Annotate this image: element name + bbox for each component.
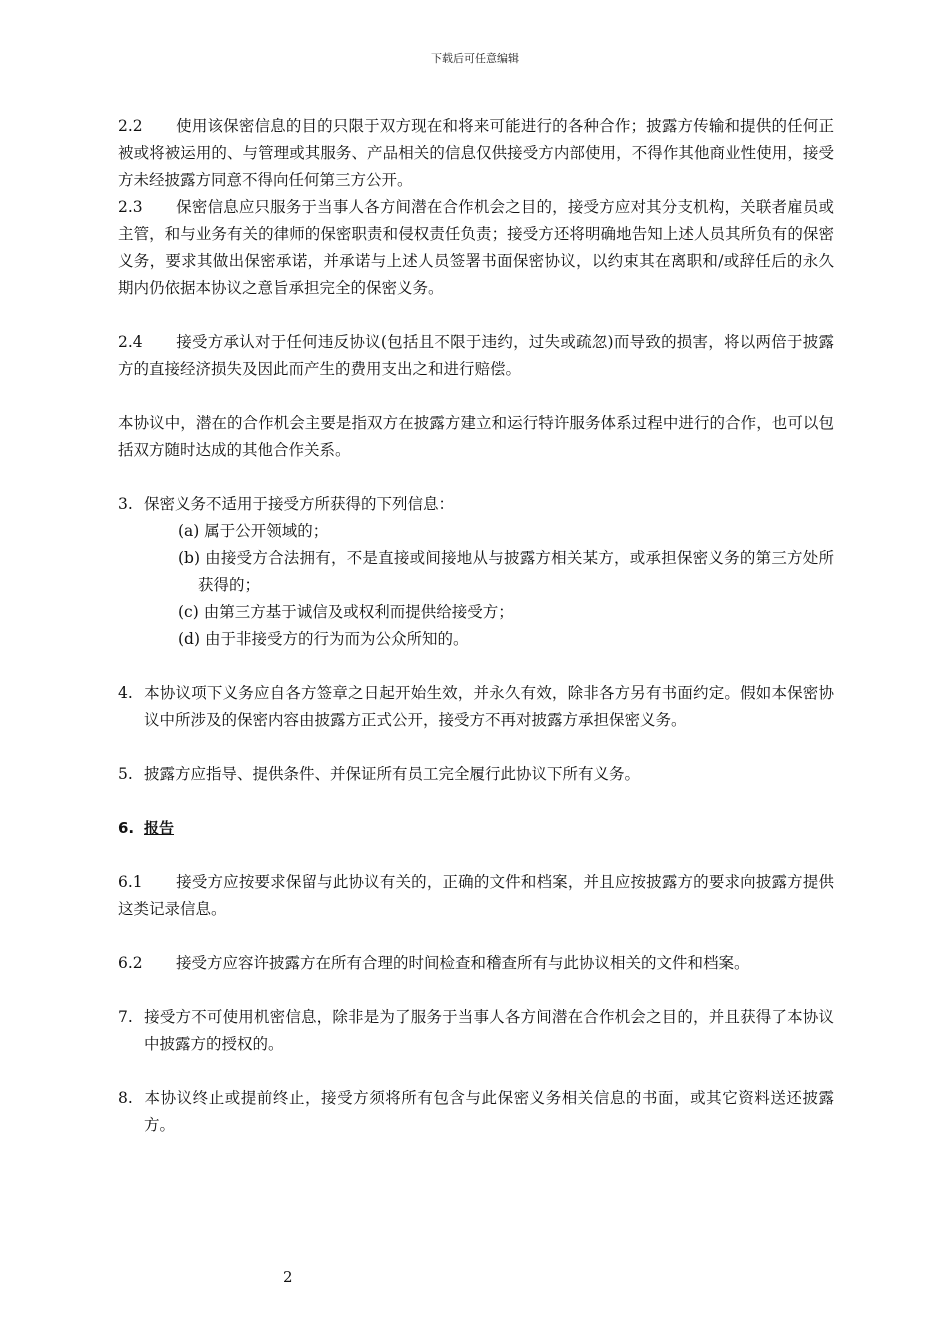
clause-3 xyxy=(118,491,834,518)
clause-number: 2.4 xyxy=(118,333,143,351)
clause-text: 接受方不可使用机密信息，除非是为了服务于当事人各方间潜在合作机会之目的，并且获得了本协议中披露方的授权的。 xyxy=(144,1008,834,1053)
page-number: 2 xyxy=(283,1268,293,1286)
spacer xyxy=(118,788,834,815)
list-item: (c) 由第三方基于诚信及或权利而提供给接受方； xyxy=(178,603,514,621)
clause-5 xyxy=(118,761,834,788)
clause-number: 5. xyxy=(118,765,133,783)
spacer xyxy=(118,923,834,950)
clause-text: 使用该保密信息的目的只限于双方现在和将来可能进行的各种合作；披露方传输和提供的任何正被或将被运用的、与管理或其服务、产品相关的信息仅供接受方内部使用，不得作其他商业性使用，接受方未经披露方同意不得向任何第三方公开。 xyxy=(118,117,834,189)
clause-6-1 xyxy=(118,869,834,923)
clause-text: 保密信息应只服务于当事人各方间潜在合作机会之目的，接受方应对其分支机构，关联者雇员或主管，和与业务有关的律师的保密职责和侵权责任负责；接受方还将明确地告知上述人员其所负有的保密义务，要求其做出保密承诺，并承诺与上述人员签署书面保密协议，以约束其在离职和/或辞任后的永久期内仍依据本协议之意旨承担完全的保密义务。 xyxy=(118,198,834,297)
clause-number: 7. xyxy=(118,1008,133,1026)
clause-number: 6.1 xyxy=(118,873,143,891)
spacer xyxy=(118,653,834,680)
spacer xyxy=(118,977,834,1004)
clause-text: 本协议项下义务应自各方签章之日起开始生效，并永久有效，除非各方另有书面约定。假如本保密协议中所涉及的保密内容由披露方正式公开，接受方不再对披露方承担保密义务。 xyxy=(144,684,834,729)
spacer xyxy=(118,464,834,491)
clause-2-3 xyxy=(118,194,834,302)
clause-text: 本协议终止或提前终止，接受方须将所有包含与此保密义务相关信息的书面，或其它资料送还披露方。 xyxy=(144,1089,834,1134)
clause-number: 3. xyxy=(118,495,133,513)
list-item: (d) 由于非接受方的行为而为公众所知的。 xyxy=(178,630,469,648)
section-heading-report xyxy=(118,815,834,842)
clause-text: 保密义务不适用于接受方所获得的下列信息： xyxy=(144,495,455,513)
clause-number: 8. xyxy=(118,1089,133,1107)
agreement-note: 本协议中，潜在的合作机会主要是指双方在披露方建立和运行特许服务体系过程中进行的合作，也可以包括双方随时达成的其他合作关系。 xyxy=(118,414,834,459)
section-title: 报告 xyxy=(144,819,175,837)
clause-text: 披露方应指导、提供条件、并保证所有员工完全履行此协议下所有义务。 xyxy=(144,765,641,783)
clause-text: 接受方承认对于任何违反协议(包括且不限于违约，过失或疏忽)而导致的损害，将以两倍于披露方的直接经济损失及因此而产生的费用支出之和进行赔偿。 xyxy=(118,333,834,378)
clause-number: 4. xyxy=(118,684,133,702)
spacer xyxy=(118,842,834,869)
clause-2-4 xyxy=(118,329,834,383)
page-header: 下载后可任意编辑 xyxy=(431,52,519,65)
clause-number: 2.2 xyxy=(118,117,143,135)
spacer xyxy=(118,383,834,410)
section-number: 6. xyxy=(118,819,135,837)
clause-number: 6.2 xyxy=(118,954,143,972)
document-body xyxy=(118,113,834,1139)
clause-7 xyxy=(118,1004,834,1058)
spacer xyxy=(118,1058,834,1085)
spacer xyxy=(118,302,834,329)
clause-8 xyxy=(118,1085,834,1139)
clause-6-2 xyxy=(118,950,834,977)
clause-2-2 xyxy=(118,113,834,194)
clause-4 xyxy=(118,680,834,734)
spacer xyxy=(118,734,834,761)
clause-number: 2.3 xyxy=(118,198,143,216)
clause-text: 接受方应按要求保留与此协议有关的，正确的文件和档案，并且应按披露方的要求向披露方提供这类记录信息。 xyxy=(118,873,834,918)
list-item: (a) 属于公开领域的； xyxy=(178,522,329,540)
clause-text: 接受方应容许披露方在所有合理的时间检查和稽查所有与此协议相关的文件和档案。 xyxy=(176,954,750,972)
list-item: (b) 由接受方合法拥有，不是直接或间接地从与披露方相关某方，或承担保密义务的第三方处所获得的； xyxy=(178,549,834,594)
